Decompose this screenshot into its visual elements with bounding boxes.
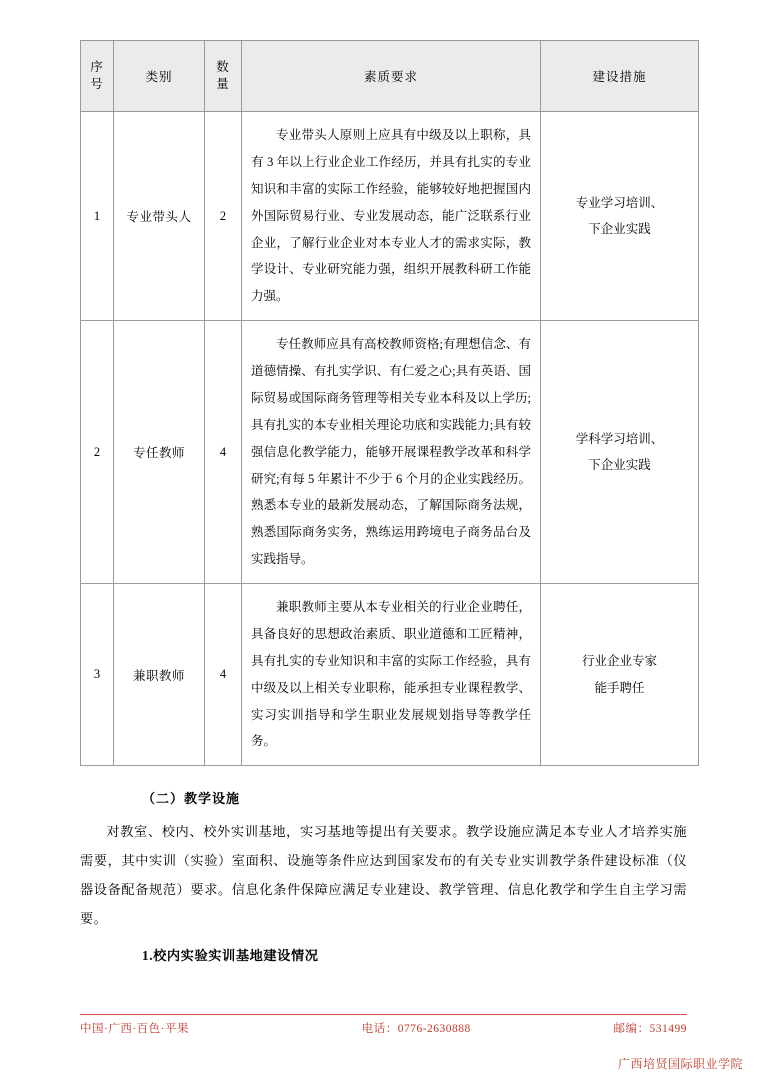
table-header: [81, 41, 699, 112]
teaching-staff-table: [80, 40, 699, 766]
page-footer: [0, 1014, 763, 1080]
cell-number: 4: [205, 321, 242, 584]
measure-line1: 学科学习培训、: [575, 431, 664, 446]
footer-divider: [80, 1014, 687, 1015]
footer-location: 中国·广西·百色·平果: [80, 1023, 189, 1035]
measure-line1: 行业企业专家: [581, 654, 657, 669]
column-header-measure: 建设措施: [541, 41, 699, 112]
column-header-number: [205, 41, 242, 112]
cell-category: 兼职教师: [114, 584, 205, 766]
measure-line2: 能手聘任: [594, 680, 645, 695]
num-header-line2: 量: [216, 77, 230, 91]
requirement-text: 专业带头人原则上应具有中级及以上职称，具有 3 年以上行业企业工作经历，并具有扎实的专业知识和丰富的实际工作经验，能够较好地把握国内外国际贸易行业、专业发展动态，能广泛联系行业企业，了解行业企业对本专业人才的需求实际，教学设计、专业研究能力强，组织开展教科研工作能力强。: [251, 128, 531, 304]
measure-line2: 下企业实践: [588, 458, 651, 473]
measure-line2: 下企业实践: [588, 222, 651, 237]
cell-seq: 1: [81, 112, 114, 321]
column-header-seq: [81, 41, 114, 112]
cell-measure: [541, 112, 699, 321]
footer-institution-name: 广西培贤国际职业学院: [617, 1057, 743, 1071]
table-row: [81, 321, 699, 584]
cell-number: 4: [205, 584, 242, 766]
table-body: [81, 112, 699, 766]
table-row: [81, 584, 699, 766]
num-header-line1: 数: [216, 60, 230, 75]
cell-measure: [541, 321, 699, 584]
section-title: （二）教学设施: [142, 791, 241, 807]
footer-postcode: 邮编：531499: [613, 1023, 687, 1035]
sub-section-title: 1.校内实验实训基地建设情况: [142, 948, 319, 964]
cell-seq: 3: [81, 584, 114, 766]
body-paragraph: 对教室、校内、校外实训基地，实习基地等提出有关要求。教学设施应满足本专业人才培养实施需要，其中实训（实验）室面积、设施等条件应达到国家发布的有关专业实训教学条件建设标准（仪器设备配备规范）要求。信息化条件保障应满足专业建设、教学管理、信息化教学和学生自主学习需要。: [80, 824, 687, 927]
seq-header-line1: 序: [90, 60, 104, 75]
cell-requirement: [242, 321, 541, 584]
footer-row: [80, 1020, 687, 1036]
measure-line1: 专业学习培训、: [575, 195, 664, 210]
cell-requirement: [242, 584, 541, 766]
table-row: [81, 112, 699, 321]
cell-seq: 2: [81, 321, 114, 584]
cell-category: 专任教师: [114, 321, 205, 584]
cell-measure: [541, 584, 699, 766]
table-header-row: [81, 41, 699, 112]
seq-header-line2: 号: [90, 77, 104, 91]
column-header-category: 类别: [114, 41, 205, 112]
column-header-requirement: 素质要求: [242, 41, 541, 112]
cell-requirement: [242, 112, 541, 321]
requirement-text: 兼职教师主要从本专业相关的行业企业聘任，具备良好的思想政治素质、职业道德和工匠精神，具有扎实的专业知识和丰富的实际工作经验，具有中级及以上相关专业职称，能承担专业课程教学、实习实训指导和学生职业发展规划指导等教学任务。: [251, 600, 531, 749]
cell-number: 2: [205, 112, 242, 321]
cell-category: 专业带头人: [114, 112, 205, 321]
requirement-text: 专任教师应具有高校教师资格;有理想信念、有道德情操、有扎实学识、有仁爱之心;具有英语、国际贸易或国际商务管理等相关专业本科及以上学历;具有扎实的本专业相关理论功底和实践能力;具有较强信息化教学能力，能够开展课程教学改革和科学研究;有每 5 年累计不少于 6 个月的企业实践经历。熟悉本专业的最新发展动态，了解国际商务法规，熟悉国际商务实务，熟练运用跨境电子商务品台及实践指导。: [251, 337, 531, 567]
footer-phone: 电话：0776-2630888: [361, 1023, 471, 1035]
